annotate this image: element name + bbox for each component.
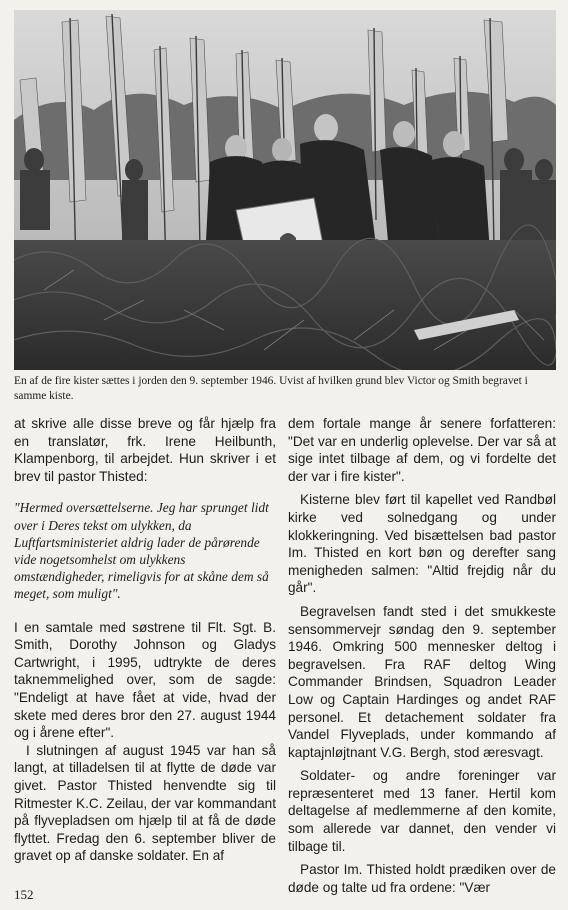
left-paragraph-3: I slutningen af august 1945 var han så langt, at tilladelsen til at flytte de døde var givet. Pastor Thisted henvendte sig til Ritmester K.C. Zeilau, der var kommandant på flyvepladsen om hjælp til at få de døde flyttet. Fredag den 6. september bliver de gravet op af danske soldater. En af [14, 742, 276, 864]
funeral-photo-illustration [14, 10, 556, 370]
left-paragraph-1: at skrive alle disse breve og får hjælp fra en translatør, frk. Irene Heilbunth, Klampenborg, til arbejdet. Hun skriver i et brev til pastor Thisted: [14, 416, 276, 484]
photo-caption: En af de fire kister sættes i jorden den 9. september 1946. Uvist af hvilken grund blev Victor og Smith begravet i samme kiste. [14, 375, 528, 402]
right-paragraph-5: Pastor Im. Thisted holdt prædiken over de døde og talte ud fra ordene: "Vær [288, 862, 556, 895]
right-paragraph-1: dem fortale mange år senere forfatteren: "Det var en underlig oplevelse. Der var så at sige intet tilbage af dem, og vi fordelte det der var i fire kister". [288, 416, 556, 484]
left-paragraph-2: I en samtale med søstrene til Flt. Sgt. B. Smith, Dorothy Johnson og Gladys Cartwright, i 1995, udtrykte de deres taknemmelighed over, som de sagde: "Endeligt at have fået at vide, hvad der skete med deres bror den 27. august 1944 og i årene efter". [14, 619, 276, 741]
right-paragraph-3: Begravelsen fandt sted i det smukkeste sensommervejr søndag den 9. september 1946. Omkring 500 mennesker deltog i begravelsen. Fra RAF deltog Wing Commander Brindsen, Squadron Leader Low og Captain Hardinges og andet RAF personel. Et detachement soldater fra Vandel Flyveplads, under kommando af kaptajnløjtnant V.G. Bergh, stod æresvagt. [288, 603, 556, 760]
right-column [288, 415, 556, 896]
translator-quote: "Hermed oversættelserne. Jeg har sprunget lidt over i Deres tekst om ulykken, da Luftfartsministeriet aldrig lader de pårørende vide nogetsomhelst om ulykkens omstændigheder, rimeligvis for at skåne dem så meget, som muligt". [14, 500, 269, 602]
right-paragraph-4: Soldater- og andre foreninger var repræsenteret med 13 faner. Hertil kom deltagelse af medlemmerne af den komite, som allerede var dannet, den vender vi tilbage til. [288, 768, 556, 854]
funeral-photograph [14, 10, 556, 370]
page-number: 152 [14, 887, 34, 902]
left-column [14, 415, 276, 865]
right-paragraph-2: Kisterne blev ført til kapellet ved Randbøl kirke ved solnedgang og under klokkeringning. Ved bisættelsen bad pastor Im. Thisted en kort bøn og derefter sang menigheden salmen: "Altid frejdig når du går". [288, 492, 556, 596]
